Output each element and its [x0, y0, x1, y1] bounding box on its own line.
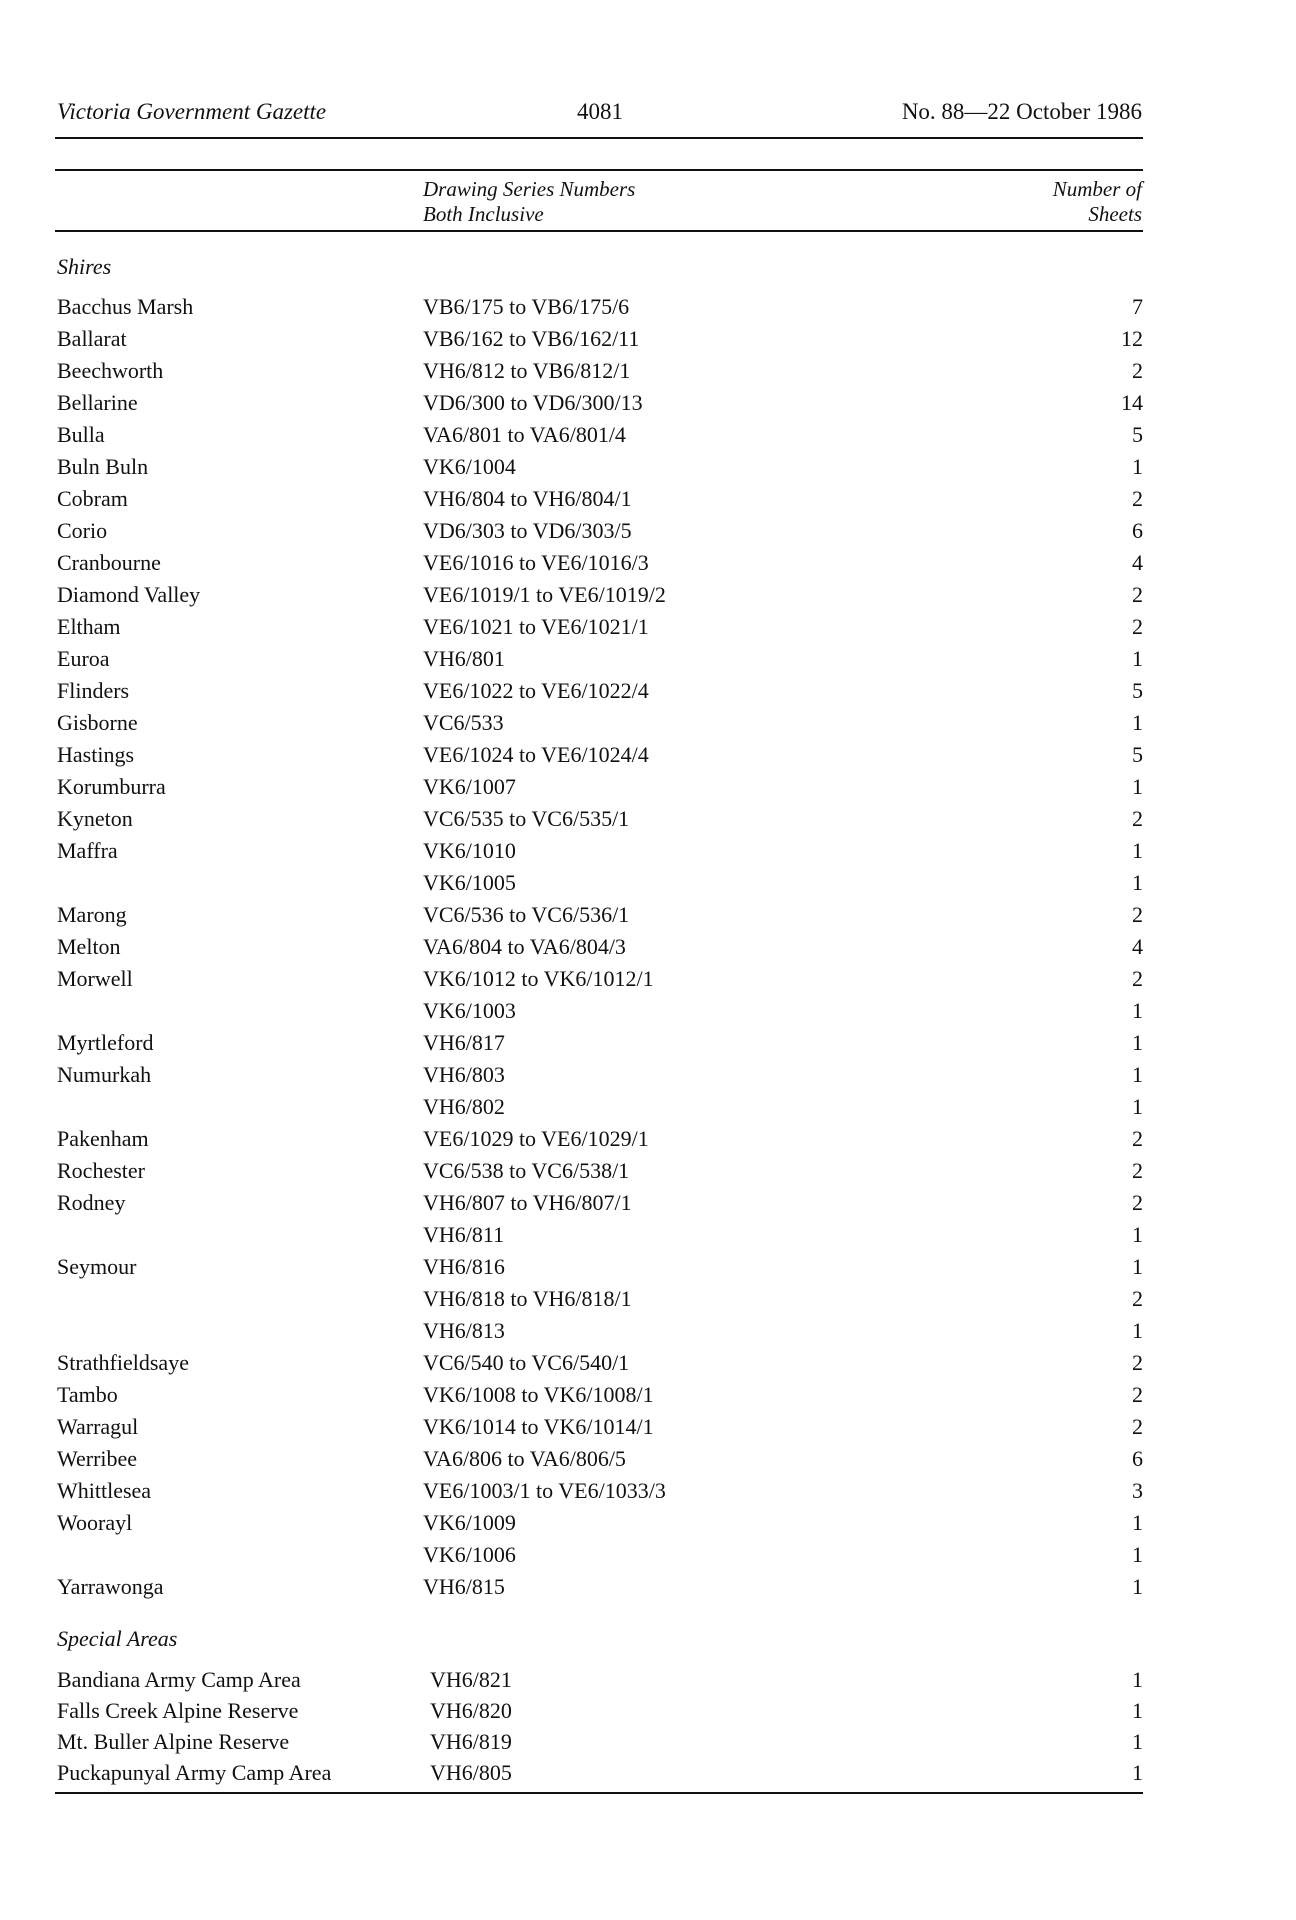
- row-series: VK6/1008 to VK6/1008/1: [423, 1382, 654, 1407]
- row-name: Bacchus Marsh: [57, 294, 194, 319]
- row-sheets: 4: [1132, 550, 1143, 575]
- row-sheets: 1: [1132, 710, 1143, 735]
- shires-table: [57, 291, 1143, 1603]
- row-name: Puckapunyal Army Camp Area: [57, 1760, 332, 1785]
- row-series: VH6/804 to VH6/804/1: [423, 486, 632, 511]
- row-sheets: 1: [1132, 454, 1143, 479]
- row-name: Falls Creek Alpine Reserve: [57, 1698, 299, 1723]
- row-sheets: 1: [1132, 1030, 1143, 1055]
- table-row: [57, 931, 1143, 963]
- row-name: Numurkah: [57, 1062, 152, 1087]
- row-name: Beechworth: [57, 358, 164, 383]
- row-series: VE6/1024 to VE6/1024/4: [423, 742, 649, 767]
- row-sheets: 5: [1132, 678, 1143, 703]
- row-sheets: 1: [1132, 1222, 1143, 1247]
- row-name: Kyneton: [57, 806, 133, 831]
- table-row: [57, 1695, 1143, 1726]
- row-sheets: 12: [1121, 326, 1143, 351]
- row-name: Woorayl: [57, 1510, 133, 1535]
- row-sheets: 2: [1132, 1126, 1143, 1151]
- row-sheets: 1: [1132, 1318, 1143, 1343]
- table-row: [57, 419, 1143, 451]
- row-sheets: 2: [1132, 614, 1143, 639]
- page-number: 4081: [577, 99, 623, 124]
- row-sheets: 1: [1132, 1094, 1143, 1119]
- row-series: VH6/815: [423, 1574, 505, 1599]
- row-name: Melton: [57, 934, 121, 959]
- table-row: [57, 963, 1143, 995]
- row-sheets: 1: [1132, 774, 1143, 799]
- row-series: VA6/806 to VA6/806/5: [423, 1446, 626, 1471]
- table-row: [57, 1539, 1143, 1571]
- table-bottom-rule: [55, 1792, 1143, 1794]
- row-sheets: 2: [1132, 1286, 1143, 1311]
- table-row: [57, 867, 1143, 899]
- table-row: [57, 739, 1143, 771]
- row-sheets: 6: [1132, 1446, 1143, 1471]
- column-header-series: [423, 177, 635, 227]
- section-heading-shires: Shires: [57, 254, 112, 279]
- table-row: [57, 1347, 1143, 1379]
- row-series: VH6/819: [430, 1729, 512, 1754]
- table-row: [57, 643, 1143, 675]
- row-sheets: 1: [1132, 1667, 1143, 1692]
- table-top-rule: [55, 169, 1143, 171]
- table-row: [57, 899, 1143, 931]
- table-row: [57, 1251, 1143, 1283]
- row-name: Whittlesea: [57, 1478, 152, 1503]
- row-series: VH6/818 to VH6/818/1: [423, 1286, 632, 1311]
- row-series: VH6/807 to VH6/807/1: [423, 1190, 632, 1215]
- row-sheets: 3: [1132, 1478, 1143, 1503]
- row-name: Korumburra: [57, 774, 166, 799]
- row-series: VH6/820: [430, 1698, 512, 1723]
- row-sheets: 2: [1132, 486, 1143, 511]
- row-sheets: 5: [1132, 422, 1143, 447]
- column-header-sheets-line2: Sheets: [1088, 202, 1142, 226]
- table-row: [57, 515, 1143, 547]
- row-series: VH6/811: [423, 1222, 505, 1247]
- row-name: Bulla: [57, 422, 105, 447]
- header-rule: [55, 137, 1143, 139]
- column-header-series-line1: Drawing Series Numbers: [423, 177, 636, 201]
- table-row: [57, 1411, 1143, 1443]
- row-name: Flinders: [57, 678, 130, 703]
- row-sheets: 1: [1132, 998, 1143, 1023]
- row-name: Pakenham: [57, 1126, 149, 1151]
- row-series: VH6/802: [423, 1094, 505, 1119]
- table-row: [57, 1757, 1143, 1788]
- table-row: [57, 355, 1143, 387]
- row-series: VH6/803: [423, 1062, 505, 1087]
- row-sheets: 1: [1132, 1542, 1143, 1567]
- row-series: VB6/162 to VB6/162/11: [423, 326, 640, 351]
- table-row: [57, 995, 1143, 1027]
- row-sheets: 2: [1132, 1158, 1143, 1183]
- row-name: Euroa: [57, 646, 110, 671]
- row-series: VC6/535 to VC6/535/1: [423, 806, 630, 831]
- row-series: VH6/813: [423, 1318, 505, 1343]
- table-row: [57, 451, 1143, 483]
- row-sheets: 1: [1132, 1760, 1143, 1785]
- row-name: Werribee: [57, 1446, 138, 1471]
- row-sheets: 2: [1132, 1350, 1143, 1375]
- row-name: Bandiana Army Camp Area: [57, 1667, 301, 1692]
- table-row: [57, 291, 1143, 323]
- publication-title: Victoria Government Gazette: [57, 99, 327, 124]
- row-series: VB6/175 to VB6/175/6: [423, 294, 630, 319]
- row-series: VK6/1003: [423, 998, 516, 1023]
- table-row: [57, 1027, 1143, 1059]
- row-name: Morwell: [57, 966, 133, 991]
- table-row: [57, 707, 1143, 739]
- table-row: [57, 1507, 1143, 1539]
- row-series: VE6/1022 to VE6/1022/4: [423, 678, 649, 703]
- row-sheets: 2: [1132, 966, 1143, 991]
- table-row: [57, 803, 1143, 835]
- row-series: VA6/804 to VA6/804/3: [423, 934, 626, 959]
- row-series: VK6/1004: [423, 454, 516, 479]
- row-name: Strathfieldsaye: [57, 1350, 189, 1375]
- row-sheets: 2: [1132, 902, 1143, 927]
- row-sheets: 1: [1132, 1254, 1143, 1279]
- table-row: [57, 579, 1143, 611]
- row-series: VK6/1006: [423, 1542, 516, 1567]
- table-row: [57, 1315, 1143, 1347]
- row-series: VA6/801 to VA6/801/4: [423, 422, 626, 447]
- table-row: [57, 547, 1143, 579]
- section-heading-special-areas: Special Areas: [57, 1626, 178, 1651]
- row-sheets: 1: [1132, 1510, 1143, 1535]
- row-name: Yarrawonga: [57, 1574, 164, 1599]
- table-row: [57, 1187, 1143, 1219]
- row-series: VK6/1007: [423, 774, 516, 799]
- table-row: [57, 1155, 1143, 1187]
- row-series: VC6/536 to VC6/536/1: [423, 902, 630, 927]
- row-sheets: 2: [1132, 1190, 1143, 1215]
- table-row: [57, 1219, 1143, 1251]
- table-row: [57, 771, 1143, 803]
- row-name: Eltham: [57, 614, 121, 639]
- table-row: [57, 1091, 1143, 1123]
- table-row: [57, 483, 1143, 515]
- row-name: Warragul: [57, 1414, 139, 1439]
- table-row: [57, 387, 1143, 419]
- column-header-rule: [55, 230, 1143, 232]
- row-sheets: 14: [1121, 390, 1143, 415]
- row-name: Diamond Valley: [57, 582, 201, 607]
- table-row: [57, 675, 1143, 707]
- row-name: Cranbourne: [57, 550, 161, 575]
- row-series: VK6/1014 to VK6/1014/1: [423, 1414, 654, 1439]
- row-name: Hastings: [57, 742, 134, 767]
- row-sheets: 1: [1132, 1062, 1143, 1087]
- table-row: [57, 1571, 1143, 1603]
- row-name: Buln Buln: [57, 454, 149, 479]
- table-row: [57, 323, 1143, 355]
- row-sheets: 1: [1132, 1698, 1143, 1723]
- table-row: [57, 835, 1143, 867]
- row-series: VK6/1005: [423, 870, 516, 895]
- row-name: Corio: [57, 518, 108, 543]
- special-areas-table: [57, 1664, 1143, 1788]
- row-name: Maffra: [57, 838, 118, 863]
- row-name: Rodney: [57, 1190, 126, 1215]
- row-sheets: 1: [1132, 646, 1143, 671]
- row-series: VD6/300 to VD6/300/13: [423, 390, 643, 415]
- row-sheets: 6: [1132, 518, 1143, 543]
- row-name: Seymour: [57, 1254, 137, 1279]
- issue-date: No. 88—22 October 1986: [901, 99, 1142, 124]
- row-sheets: 1: [1132, 870, 1143, 895]
- row-series: VK6/1010: [423, 838, 516, 863]
- row-series: VC6/538 to VC6/538/1: [423, 1158, 630, 1183]
- row-name: Marong: [57, 902, 127, 927]
- row-sheets: 7: [1132, 294, 1143, 319]
- row-name: Tambo: [57, 1382, 118, 1407]
- column-header-series-line2: Both Inclusive: [423, 202, 544, 226]
- table-row: [57, 1443, 1143, 1475]
- row-series: VE6/1016 to VE6/1016/3: [423, 550, 649, 575]
- row-series: VD6/303 to VD6/303/5: [423, 518, 632, 543]
- table-row: [57, 1475, 1143, 1507]
- row-series: VK6/1012 to VK6/1012/1: [423, 966, 654, 991]
- row-sheets: 2: [1132, 1382, 1143, 1407]
- row-name: Mt. Buller Alpine Reserve: [57, 1729, 290, 1754]
- row-series: VE6/1019/1 to VE6/1019/2: [423, 582, 666, 607]
- row-sheets: 1: [1132, 838, 1143, 863]
- row-series: VH6/821: [430, 1667, 512, 1692]
- table-row: [57, 1283, 1143, 1315]
- row-series: VH6/812 to VB6/812/1: [423, 358, 631, 383]
- table-row: [57, 1059, 1143, 1091]
- row-sheets: 1: [1132, 1729, 1143, 1754]
- row-name: Bellarine: [57, 390, 138, 415]
- row-series: VH6/805: [430, 1760, 512, 1785]
- row-sheets: 4: [1132, 934, 1143, 959]
- table-row: [57, 1123, 1143, 1155]
- table-row: [57, 1664, 1143, 1695]
- row-series: VH6/816: [423, 1254, 505, 1279]
- column-header-sheets: [1053, 177, 1142, 227]
- row-sheets: 2: [1132, 806, 1143, 831]
- row-series: VE6/1003/1 to VE6/1033/3: [423, 1478, 666, 1503]
- row-sheets: 5: [1132, 742, 1143, 767]
- row-name: Ballarat: [57, 326, 127, 351]
- row-series: VC6/533: [423, 710, 504, 735]
- row-series: VK6/1009: [423, 1510, 516, 1535]
- table-row: [57, 1379, 1143, 1411]
- row-name: Gisborne: [57, 710, 138, 735]
- row-series: VE6/1029 to VE6/1029/1: [423, 1126, 649, 1151]
- row-name: Myrtleford: [57, 1030, 154, 1055]
- row-series: VH6/817: [423, 1030, 505, 1055]
- row-name: Rochester: [57, 1158, 145, 1183]
- table-row: [57, 611, 1143, 643]
- row-sheets: 2: [1132, 1414, 1143, 1439]
- row-series: VC6/540 to VC6/540/1: [423, 1350, 630, 1375]
- table-row: [57, 1726, 1143, 1757]
- row-series: VE6/1021 to VE6/1021/1: [423, 614, 649, 639]
- column-header-sheets-line1: Number of: [1052, 177, 1142, 201]
- row-sheets: 2: [1132, 358, 1143, 383]
- row-sheets: 2: [1132, 582, 1143, 607]
- row-sheets: 1: [1132, 1574, 1143, 1599]
- row-name: Cobram: [57, 486, 128, 511]
- row-series: VH6/801: [423, 646, 505, 671]
